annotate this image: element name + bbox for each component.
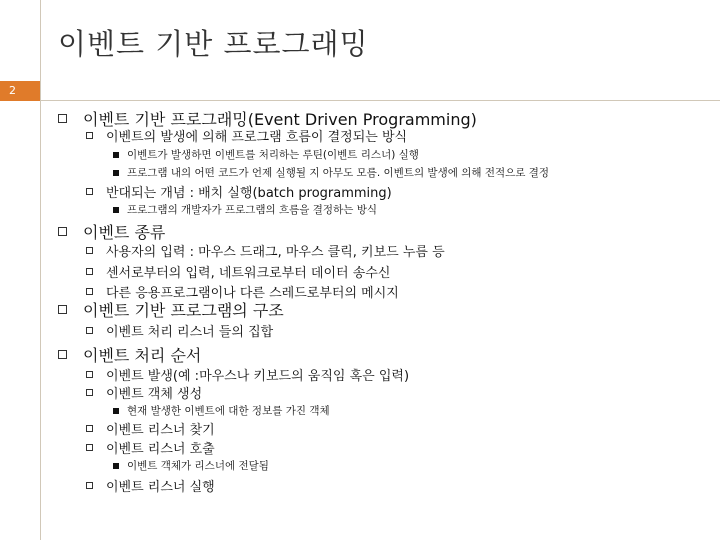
hollow-square-bullet-icon xyxy=(86,132,93,139)
hollow-square-bullet-icon xyxy=(58,305,67,314)
list-item: 이벤트 리스너 실행 xyxy=(86,476,215,495)
hollow-square-bullet-icon xyxy=(58,114,67,123)
list-item: 이벤트 종류 xyxy=(58,220,165,243)
slide-title: 이벤트 기반 프로그래밍 xyxy=(58,27,369,61)
page-number: 2 xyxy=(0,81,40,101)
list-item: 이벤트의 발생에 의해 프로그램 흐름이 결정되는 방식 xyxy=(86,126,407,145)
hollow-square-bullet-icon xyxy=(86,188,93,195)
title-rule xyxy=(40,100,720,101)
hollow-square-bullet-icon xyxy=(86,247,93,254)
left-rule xyxy=(40,0,41,540)
filled-square-bullet-icon xyxy=(113,152,119,158)
filled-square-bullet-icon xyxy=(113,408,119,414)
list-item: 프로그램의 개발자가 프로그램의 흐름을 결정하는 방식 xyxy=(113,202,377,217)
hollow-square-bullet-icon xyxy=(86,288,93,295)
filled-square-bullet-icon xyxy=(113,463,119,469)
hollow-square-bullet-icon xyxy=(86,327,93,334)
list-item: 센서로부터의 입력, 네트워크로부터 데이터 송수신 xyxy=(86,262,390,281)
list-item: 다른 응용프로그램이나 다른 스레드로부터의 메시지 xyxy=(86,282,399,301)
hollow-square-bullet-icon xyxy=(86,482,93,489)
hollow-square-bullet-icon xyxy=(58,350,67,359)
list-item: 현재 발생한 이벤트에 대한 정보를 가진 객체 xyxy=(113,403,330,418)
list-item: 이벤트 발생(예 :마우스나 키보드의 움직임 혹은 입력) xyxy=(86,365,409,384)
list-item: 반대되는 개념 : 배치 실행(batch programming) xyxy=(86,182,392,201)
list-item: 사용자의 입력 : 마우스 드래그, 마우스 클릭, 키보드 누름 등 xyxy=(86,241,445,260)
hollow-square-bullet-icon xyxy=(86,389,93,396)
list-item: 프로그램 내의 어떤 코드가 언제 실행될 지 아무도 모름. 이벤트의 발생에 의해 전적으로 결정 xyxy=(113,165,549,180)
list-item: 이벤트 기반 프로그래밍(Event Driven Programming) xyxy=(58,107,477,130)
hollow-square-bullet-icon xyxy=(86,425,93,432)
filled-square-bullet-icon xyxy=(113,170,119,176)
list-item: 이벤트 리스너 호출 xyxy=(86,438,215,457)
list-item: 이벤트 객체 생성 xyxy=(86,383,202,402)
hollow-square-bullet-icon xyxy=(86,444,93,451)
list-item: 이벤트 객체가 리스너에 전달됨 xyxy=(113,458,269,473)
list-item: 이벤트 리스너 찾기 xyxy=(86,419,215,438)
hollow-square-bullet-icon xyxy=(58,227,67,236)
list-item: 이벤트 기반 프로그램의 구조 xyxy=(58,298,284,321)
list-item: 이벤트 처리 순서 xyxy=(58,343,201,366)
hollow-square-bullet-icon xyxy=(86,371,93,378)
hollow-square-bullet-icon xyxy=(86,268,93,275)
list-item: 이벤트가 발생하면 이벤트를 처리하는 루틴(이벤트 리스너) 실행 xyxy=(113,147,419,162)
list-item: 이벤트 처리 리스너 들의 집합 xyxy=(86,321,273,340)
filled-square-bullet-icon xyxy=(113,207,119,213)
